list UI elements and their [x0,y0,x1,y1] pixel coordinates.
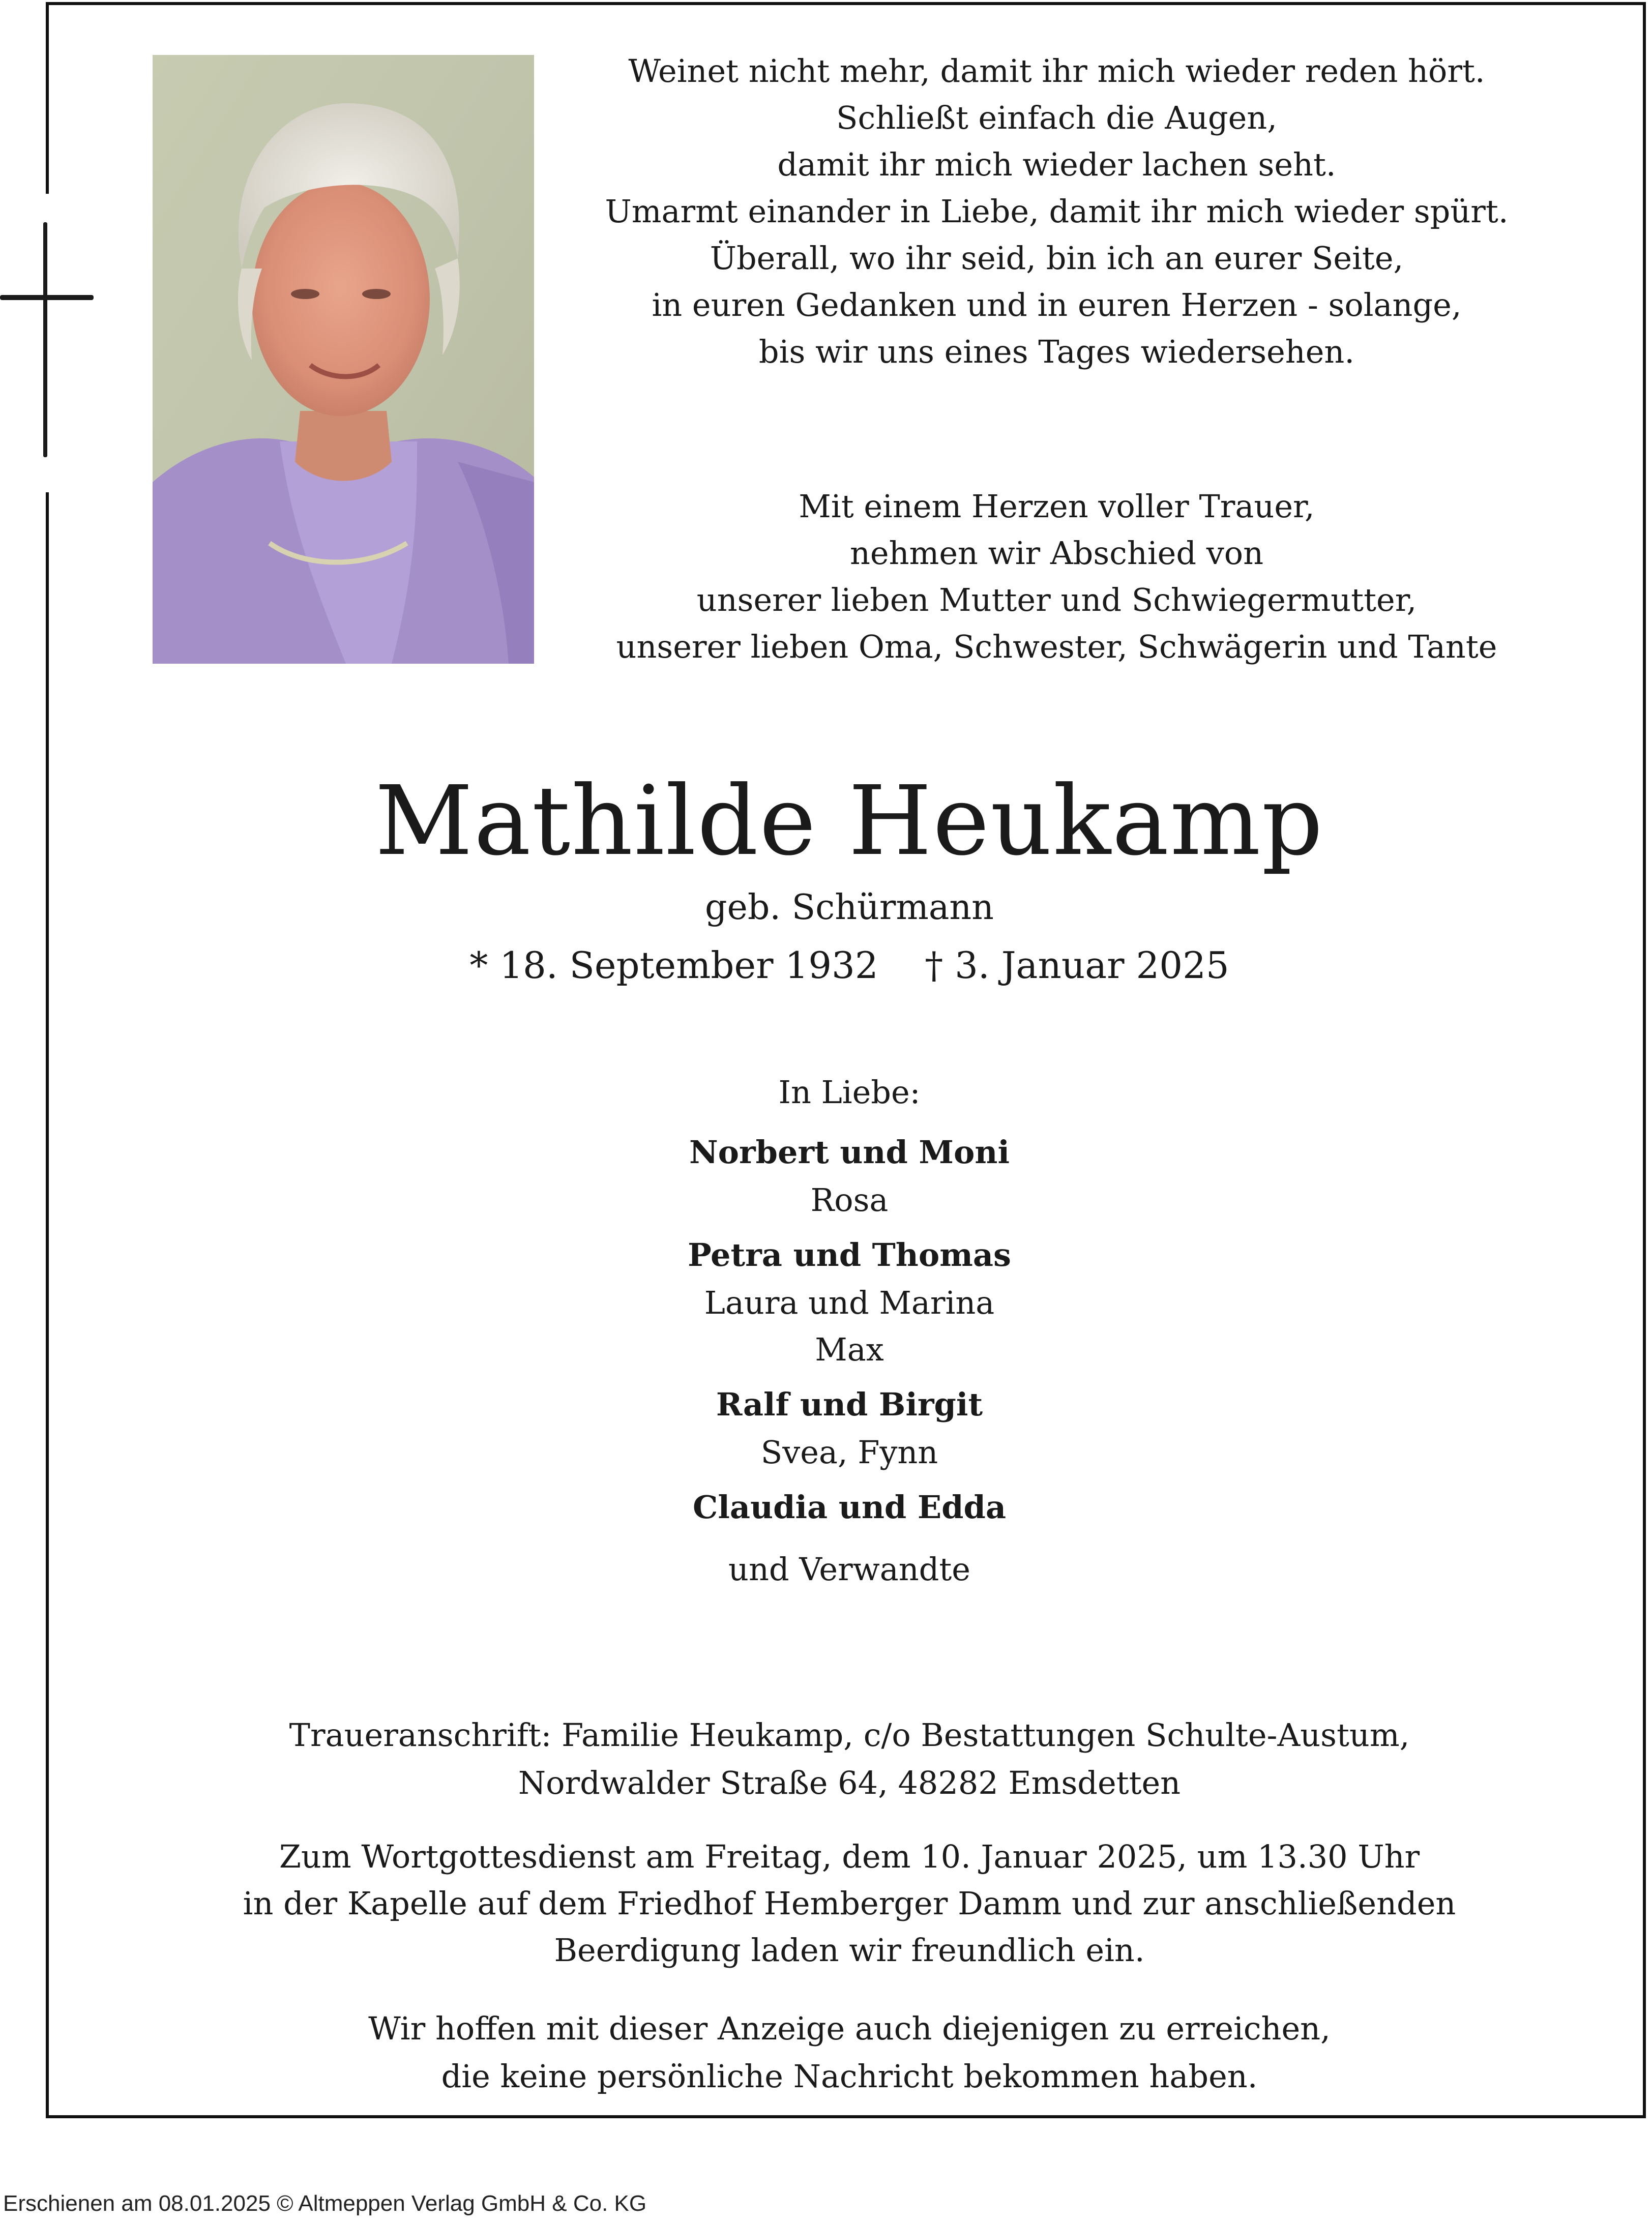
family-group-member: Max [815,1331,884,1368]
poem-line: Weinet nicht mehr, damit ihr mich wieder reden hört. [628,52,1485,90]
notice-line: die keine persönliche Nachricht bekommen haben. [441,2058,1258,2095]
family-group-head: Claudia und Edda [692,1489,1007,1526]
farewell-intro [570,483,1544,670]
family-group-member: Laura und Marina [704,1284,995,1321]
intro-line: unserer lieben Mutter und Schwiegermutter, [696,581,1417,618]
service-line: in der Kapelle auf dem Friedhof Hemberger Damm und zur anschließenden [243,1885,1456,1922]
intro-line: nehmen wir Abschied von [849,535,1264,572]
poem-line: Umarmt einander in Liebe, damit ihr mich wieder spürt. [605,193,1509,230]
cross-icon-bar [0,295,94,300]
poem-line: damit ihr mich wieder lachen seht. [777,146,1336,183]
poem-line: Überall, wo ihr seid, bin ich an eurer Seite, [710,240,1404,277]
family-greeting: In Liebe: [778,1074,921,1111]
portrait-photo [153,55,534,664]
service-line: Zum Wortgottesdienst am Freitag, dem 10. Januar 2025, um 13.30 Uhr [279,1838,1420,1875]
intro-line: Mit einem Herzen voller Trauer, [799,488,1315,525]
cross-icon [43,222,47,457]
family-group-member: Rosa [810,1181,889,1219]
publication-footer: Erschienen am 08.01.2025 © Altmeppen Verlag GmbH & Co. KG [3,2191,647,2216]
family-group-head: Norbert und Moni [689,1134,1010,1171]
maiden-name: geb. Schürmann [705,887,994,928]
service-announcement [0,1833,1652,1974]
death-date: † 3. Januar 2025 [925,944,1229,987]
address-line: Nordwalder Straße 64, 48282 Emsdetten [518,1764,1181,1801]
service-line: Beerdigung laden wir freundlich ein. [554,1932,1145,1969]
notice-line: Wir hoffen mit dieser Anzeige auch diejenigen zu erreichen, [368,2010,1331,2047]
birth-date: * 18. September 1932 [469,944,878,987]
life-dates [0,941,1652,990]
family-group-head: Petra und Thomas [688,1236,1011,1273]
relatives-line: und Verwandte [728,1551,970,1588]
intro-line: unserer lieben Oma, Schwester, Schwägerin und Tante [616,628,1497,665]
poem-line: Schließt einfach die Augen, [836,99,1277,136]
family-group-member: Svea, Fynn [760,1434,938,1471]
poem [570,48,1544,375]
poem-line: in euren Gedanken und in euren Herzen - solange, [652,286,1462,323]
family-group-head: Ralf und Birgit [716,1386,983,1423]
address-line: Traueranschrift: Familie Heukamp, c/o Bestattungen Schulte-Austum, [289,1716,1410,1754]
family-list [0,1068,1652,1594]
mourning-address [0,1711,1652,1807]
poem-line: bis wir uns eines Tages wiedersehen. [758,333,1355,370]
deceased-name: Mathilde Heukamp [375,765,1324,877]
frame-left-border-top [46,2,49,194]
closing-notice [0,2005,1652,2100]
